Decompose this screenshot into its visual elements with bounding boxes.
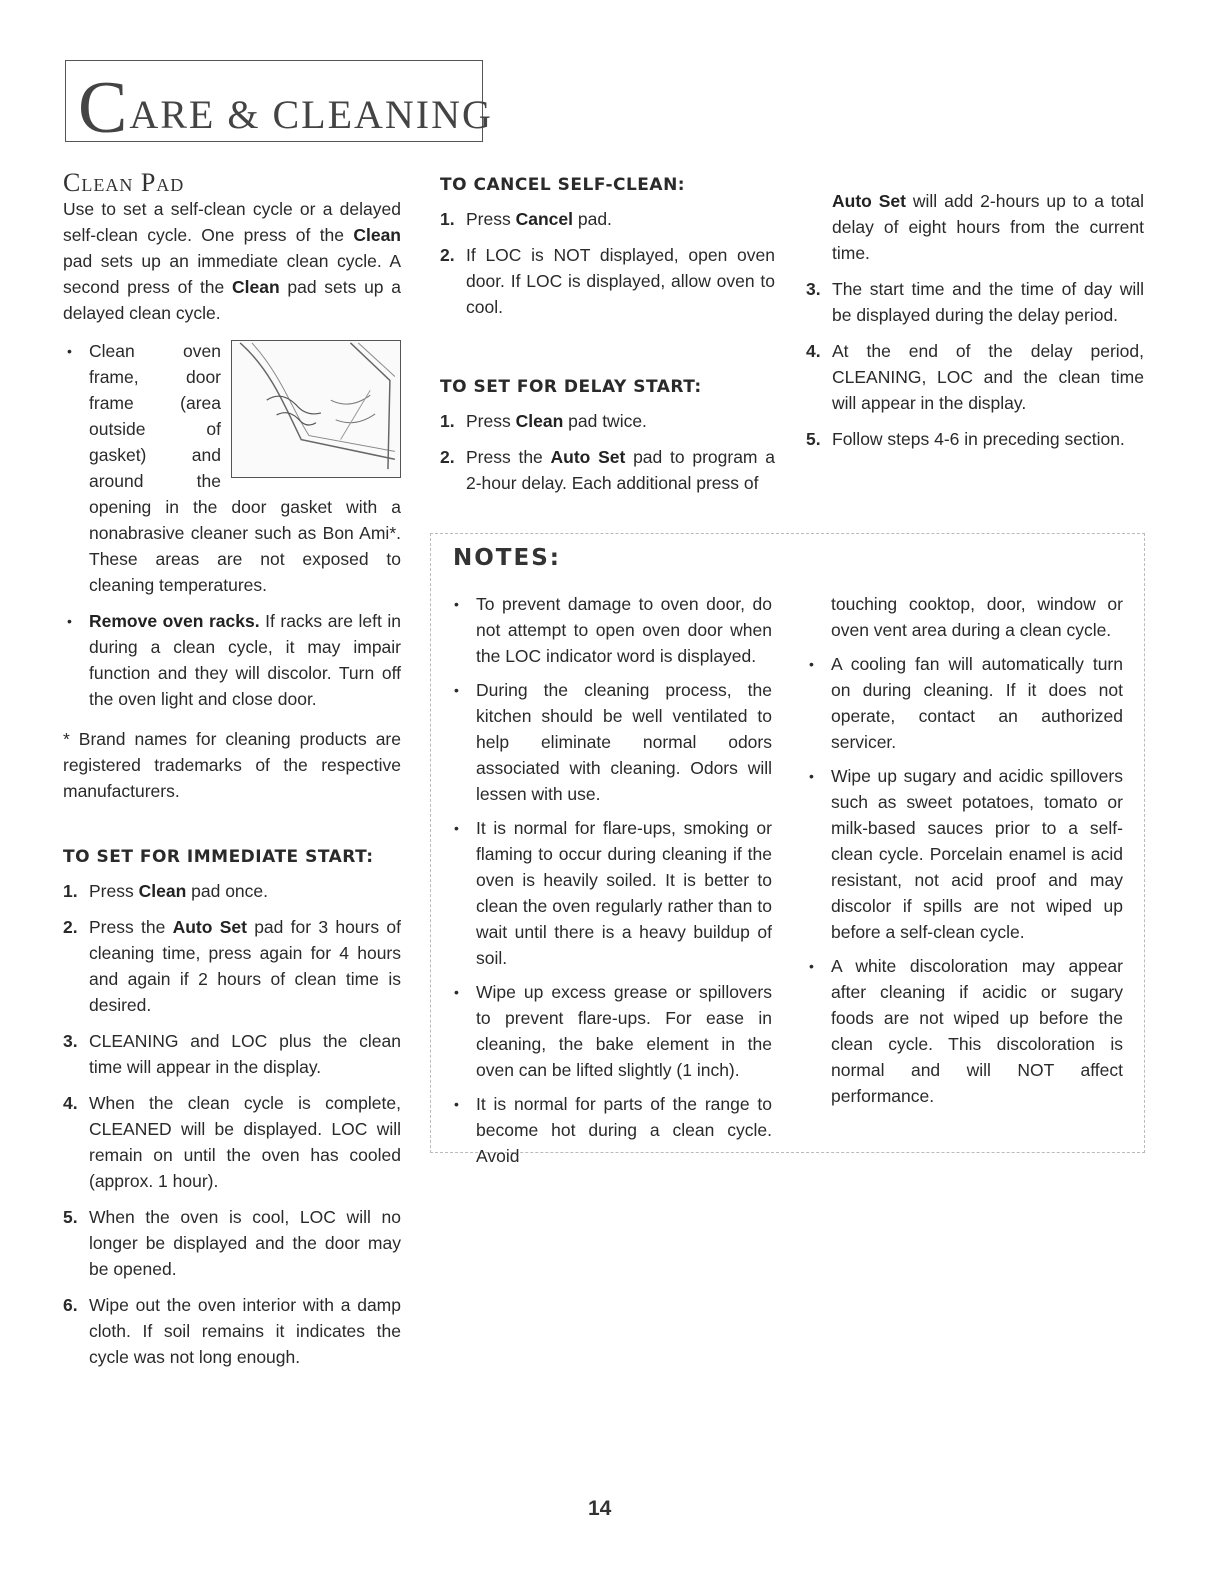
oven-frame-illustration <box>231 340 401 478</box>
right-column <box>806 188 1144 452</box>
notes-title: NOTES: <box>453 545 561 571</box>
clean-pad-heading: Clean Pad <box>63 168 185 197</box>
note-2: • During the cleaning process, the kitchen should be well ventilated to help eliminate normal odors associated with cleaning. Odors will lessen with use. <box>450 677 772 807</box>
delay-step-2-continued: Auto Set will add 2-hours up to a total delay of eight hours from the current time. <box>832 191 1144 263</box>
immediate-step-6: 6. Wipe out the oven interior with a damp cloth. If soil remains it indicates the cycle was not long enough. <box>63 1295 401 1367</box>
clean-bullet-2: • Remove oven racks. If racks are left in during a clean cycle, it may impair function and they will discolor. Turn off the oven light and close door. <box>63 608 401 712</box>
note-3: • It is normal for flare-ups, smoking or flaming to occur during cleaning if the oven is heavily soiled. It is better to clean the oven regularly rather than to wait until there is a heavy buildup of soil. <box>450 815 772 971</box>
cancel-heading: TO CANCEL SELF-CLEAN: <box>440 175 686 195</box>
note-1: • To prevent damage to oven door, do not attempt to open oven door when the LOC indicator word is displayed. <box>450 591 772 669</box>
title-rest: ARE & CLEANING <box>129 92 493 137</box>
notes-left-column <box>450 591 772 1169</box>
delay-step-5: 5. Follow steps 4-6 in preceding section. <box>806 429 1125 449</box>
notes-right-column <box>805 591 1123 1109</box>
clean-bullet-1: • Clean oven frame, door frame (area outside of gasket) and around the opening in the door gasket with a nonabrasive cleaner such as Bon Ami*. These areas are not exposed to cleaning temperatures. <box>63 338 401 598</box>
note-6: • A cooling fan will automatically turn on during cleaning. If it does not operate, contact an authorized servicer. <box>805 651 1123 755</box>
delay-step-2: 2. Press the Auto Set pad to program a 2-hour delay. Each additional press of <box>440 447 775 493</box>
immediate-step-2: 2. Press the Auto Set pad for 3 hours of cleaning time, press again for 4 hours and again if 2 hours of clean time is desired. <box>63 917 401 1015</box>
left-column <box>63 170 401 1370</box>
middle-column <box>440 172 775 496</box>
delay-step-1: 1. Press Clean pad twice. <box>440 411 647 431</box>
note-5-continued: touching cooktop, door, window or oven vent area during a clean cycle. <box>831 594 1123 640</box>
footnote: * Brand names for cleaning products are registered trademarks of the respective manufacturers. <box>63 729 401 801</box>
immediate-step-4: 4. When the clean cycle is complete, CLEANED will be displayed. LOC will remain on until the oven has cooled (approx. 1 hour). <box>63 1093 401 1191</box>
note-7: • Wipe up sugary and acidic spillovers such as sweet potatoes, tomato or milk-based sauces prior to a self-clean cycle. Porcelain enamel is acid resistant, not acid proof and may discolor if spills are not wiped up before a self-clean cycle. <box>805 763 1123 945</box>
delay-heading: TO SET FOR DELAY START: <box>440 377 702 397</box>
page-number: 14 <box>588 1497 612 1520</box>
immediate-heading: TO SET FOR IMMEDIATE START: <box>63 847 374 867</box>
cancel-step-2: 2. If LOC is NOT displayed, open oven door. If LOC is displayed, allow oven to cool. <box>440 245 775 317</box>
delay-step-3: 3. The start time and the time of day will be displayed during the delay period. <box>806 279 1144 325</box>
cancel-step-1: 1. Press Cancel pad. <box>440 209 612 229</box>
title-initial: C <box>78 67 130 149</box>
immediate-step-5: 5. When the oven is cool, LOC will no longer be displayed and the door may be opened. <box>63 1207 401 1279</box>
note-4: • Wipe up excess grease or spillovers to prevent flare-ups. For ease in cleaning, the bake element in the oven can be lifted slightly (1 inch). <box>450 979 772 1083</box>
immediate-step-1: 1. Press Clean pad once. <box>63 881 268 901</box>
note-8: • A white discoloration may appear after cleaning if acidic or sugary foods are not wiped up before the clean cycle. This discoloration is normal and will NOT affect performance. <box>805 953 1123 1109</box>
page-title <box>78 66 493 151</box>
note-5: • It is normal for parts of the range to become hot during a clean cycle. Avoid <box>450 1091 772 1169</box>
immediate-step-3: 3. CLEANING and LOC plus the clean time will appear in the display. <box>63 1031 401 1077</box>
delay-step-4: 4. At the end of the delay period, CLEANING, LOC and the clean time will appear in the display. <box>806 341 1144 413</box>
clean-pad-intro: Use to set a self-clean cycle or a delayed self-clean cycle. One press of the Clean pad sets up an immediate clean cycle. A second press of the Clean pad sets up a delayed clean cycle. <box>63 199 401 323</box>
